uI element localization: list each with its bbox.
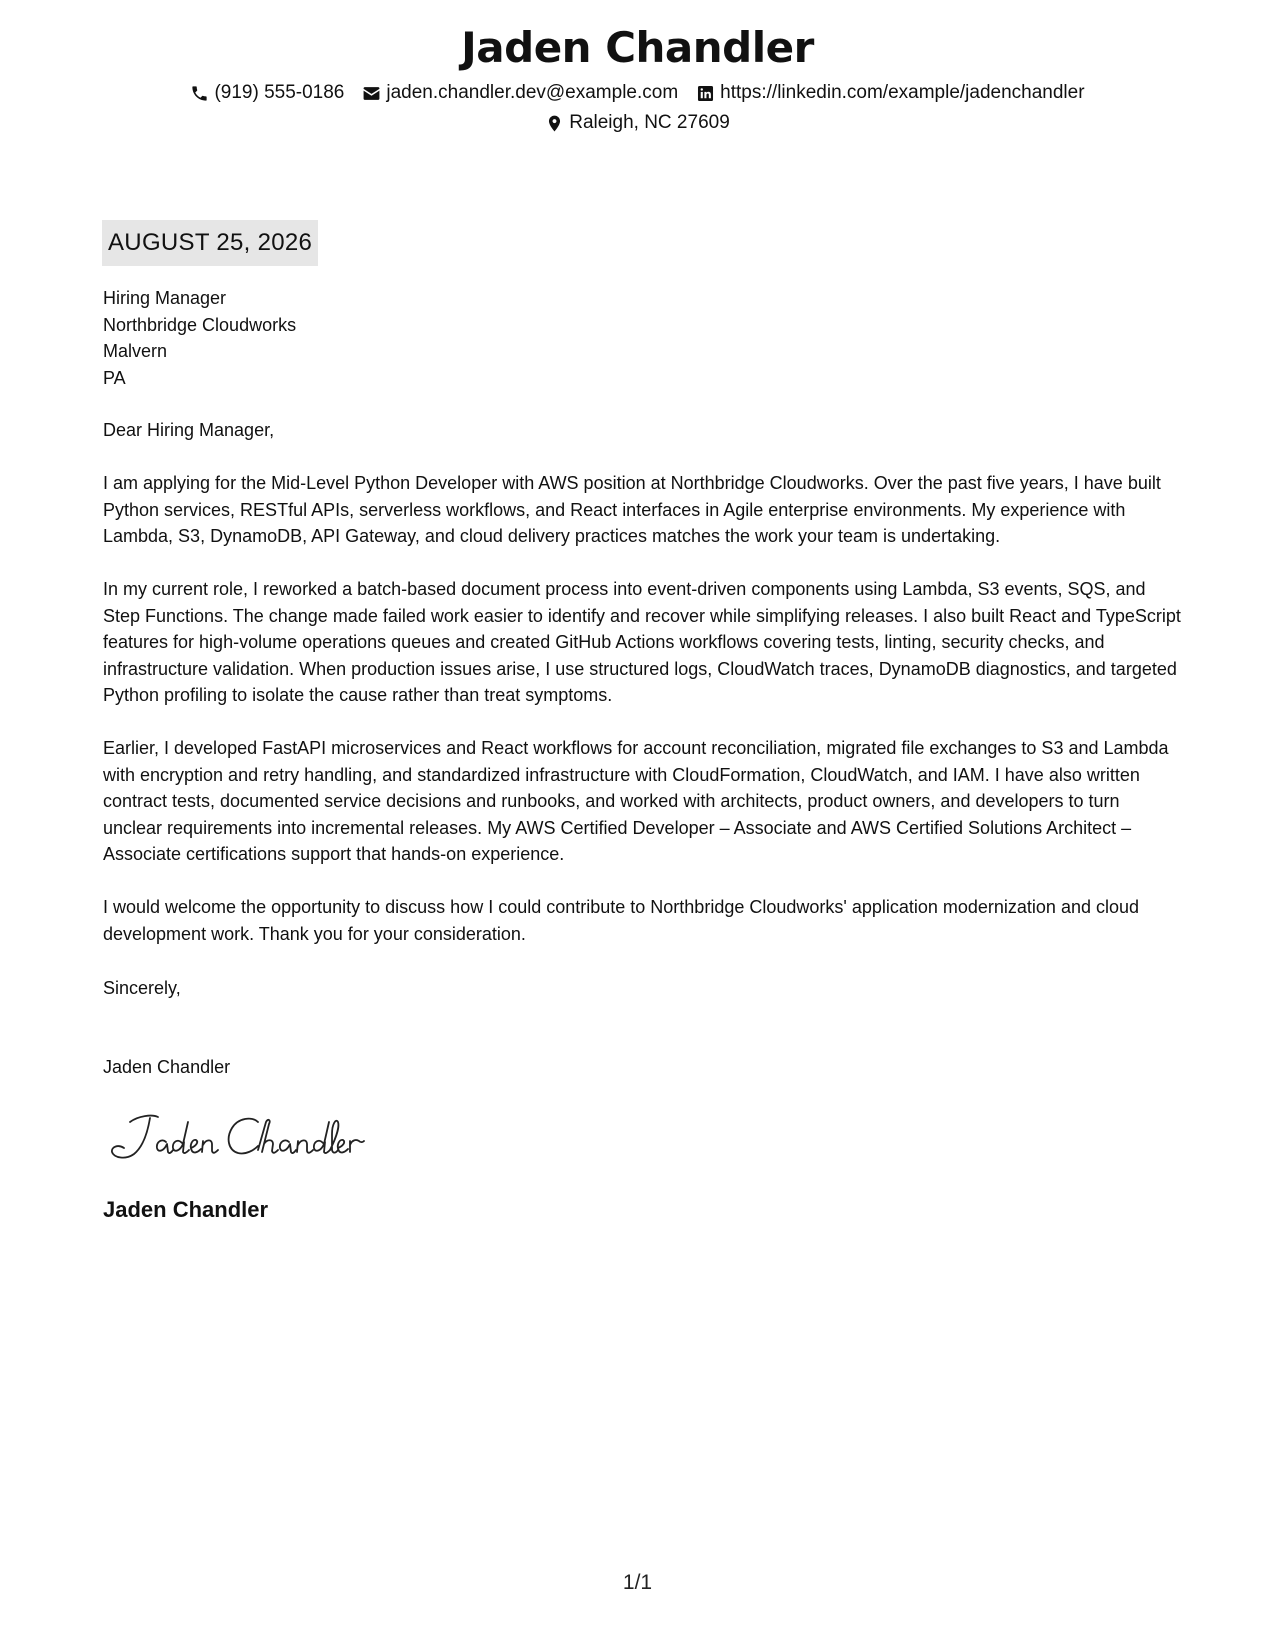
contact-phone [190,78,344,108]
body-paragraph: I would welcome the opportunity to discuss how I could contribute to Northbridge Cloudworks' application modernization and cloud development work. Thank you for your consideration. [103,897,1140,944]
contact-email [362,78,678,108]
recipient-title: Hiring Manager [103,288,227,308]
signer-name: Jaden Chandler [103,1197,269,1222]
email-text: jaden.chandler.dev@example.com [386,82,679,103]
page-indicator: 1/1 [622,1571,653,1594]
contact-location [545,108,730,138]
typed-name: Jaden Chandler [103,1057,231,1077]
map-pin-icon [545,114,564,133]
phone-text: (919) 555-0186 [214,82,345,103]
linkedin-text: https://linkedin.com/example/jadenchandler [720,82,1085,103]
contact-row-secondary [0,108,1275,138]
recipient-block [103,285,296,391]
letter-header [0,18,1275,138]
contact-row-primary [0,78,1275,108]
recipient-company: Northbridge Cloudworks [103,314,297,335]
recipient-city: Malvern [103,341,168,361]
body-paragraph: I am applying for the Mid-Level Python Developer with AWS position at Northbridge Cloudworks. Over the past five years, I have built Python services, RESTful APIs, serverless workflows, and React interfaces in Agile enterprise environments. My experience with Lambda, S3, DynamoDB, API Gateway, and cloud delivery practices matches the work your team is undertaking. [103,473,1161,546]
applicant-name: Jaden Chandler [461,23,814,72]
linkedin-icon [696,84,715,103]
recipient-state: PA [103,367,126,388]
contact-linkedin [696,78,1084,108]
phone-icon [190,84,209,103]
body-paragraph: In my current role, I reworked a batch-based document process into event-driven components using Lambda, S3 events, SQS, and Step Functions. The change made failed work easier to identify and recover while simplifying releases. I also built React and TypeScript features for high-volume operations queues and created GitHub Actions workflows covering tests, linting, security checks, and infrastructure validation. When production issues arise, I use structured logs, CloudWatch traces, DynamoDB diagnostics, and targeted Python profiling to isolate the cause rather than treat symptoms. [103,579,1181,705]
closing: Sincerely, [103,978,181,998]
handwritten-signature [108,1108,368,1168]
salutation: Dear Hiring Manager, [103,420,275,440]
letter-body [103,417,1183,974]
letter-date: AUGUST 25, 2026 [102,220,318,266]
location-text: Raleigh, NC 27609 [569,112,730,133]
body-paragraph: Earlier, I developed FastAPI microservices and React workflows for account reconciliation, migrated file exchanges to S3 and Lambda with encryption and retry handling, and standardized infrastructure with CloudFormation, CloudWatch, and IAM. I have also written contract tests, documented service decisions and runbooks, and worked with architects, product owners, and developers to turn unclear requirements into incremental releases. My AWS Certified Developer – Associate and AWS Certified Solutions Architect – Associate certifications support that hands-on experience. [103,738,1169,864]
envelope-icon [362,84,381,103]
